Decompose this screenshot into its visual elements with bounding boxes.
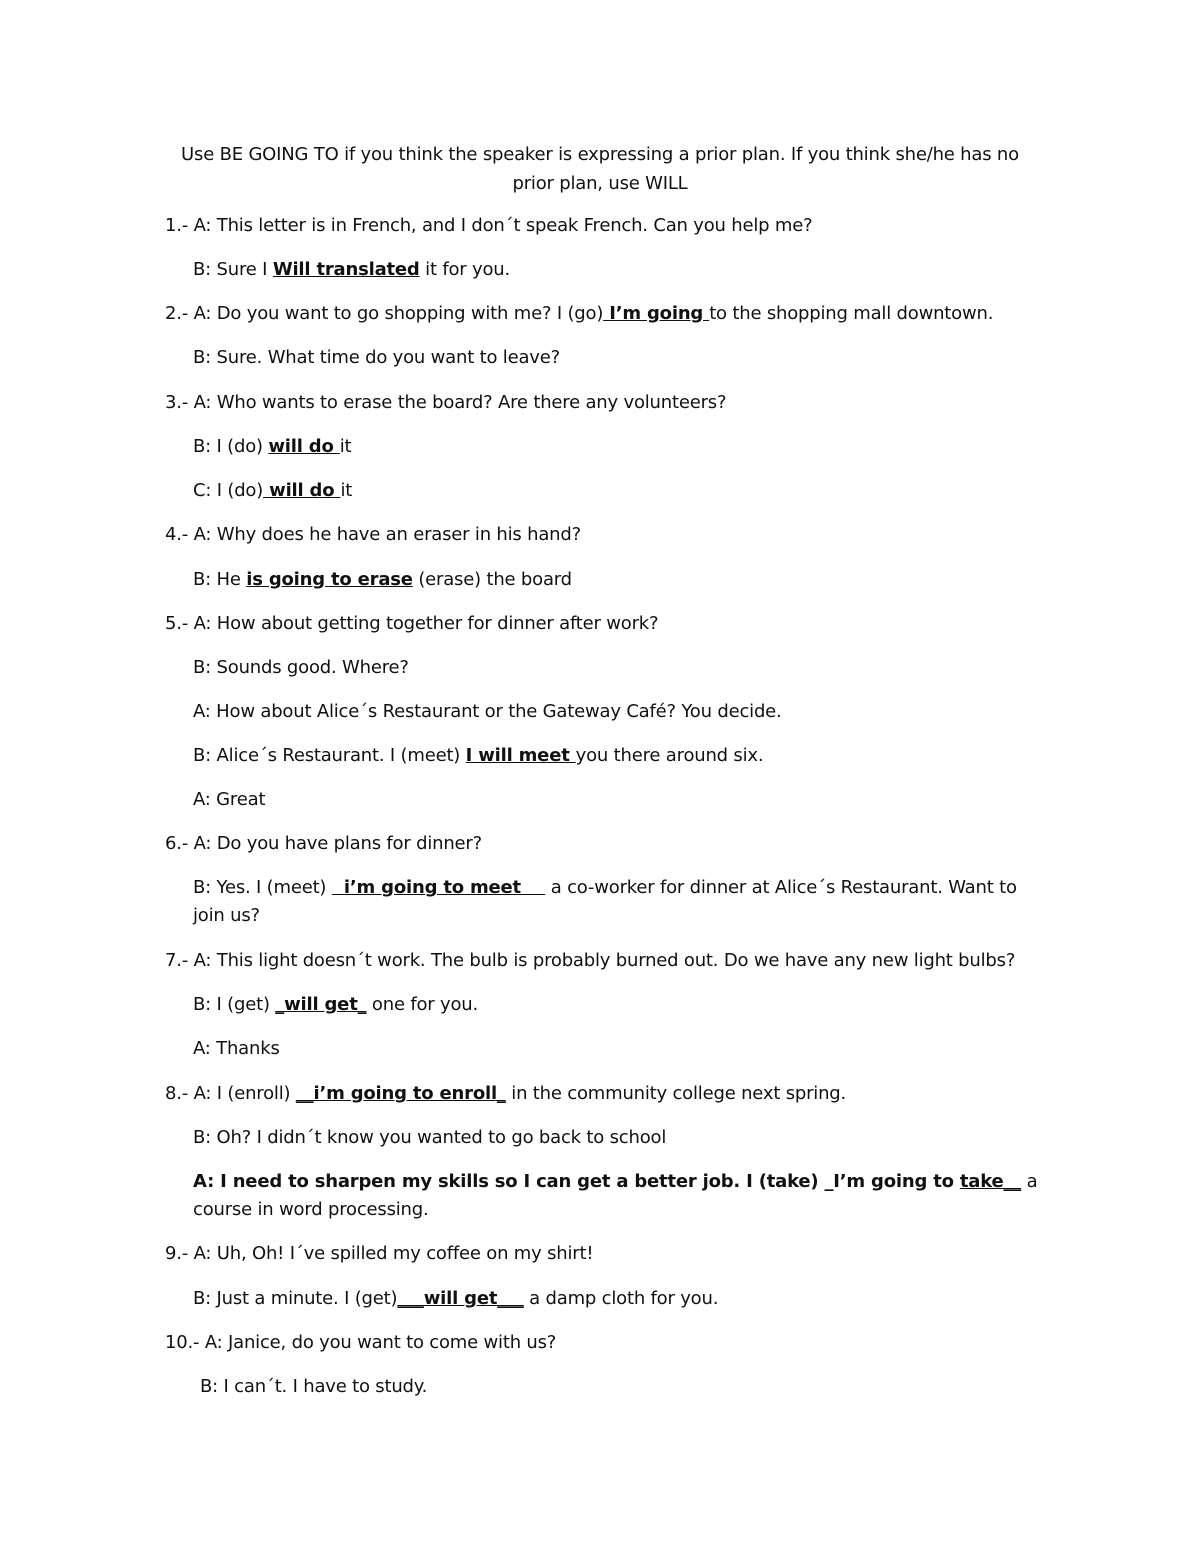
q10-b xyxy=(165,1373,1080,1401)
text: 6.- A: Do you have plans for dinner? xyxy=(165,833,482,854)
q9-b xyxy=(165,1285,1073,1313)
text: B: Sounds good. Where? xyxy=(193,657,409,678)
q5-b2 xyxy=(165,742,1073,770)
q2-b xyxy=(165,344,1073,372)
text: 5.- A: How about getting together for dinner after work? xyxy=(165,613,659,634)
text: A: How about Alice´s Restaurant or the Gateway Café? You decide. xyxy=(193,701,782,722)
text: 2.- A: Do you want to go shopping with me? I (go) xyxy=(165,303,604,324)
text: 1.- A: This letter is in French, and I don´t speak French. Can you help me? xyxy=(165,215,813,236)
text: C: I (do) xyxy=(193,480,264,501)
q9-a xyxy=(165,1240,1045,1268)
text: B: I (do) xyxy=(193,436,269,457)
text: B: I (get) xyxy=(193,994,276,1015)
q5-a3 xyxy=(165,786,1073,814)
answer: will do xyxy=(268,436,340,457)
q6-a xyxy=(165,830,1045,858)
q3-a xyxy=(165,389,1045,417)
q1-b xyxy=(165,256,1073,284)
text: a damp cloth for you. xyxy=(523,1288,719,1309)
text: B: Alice´s Restaurant. I (meet) xyxy=(193,745,466,766)
q5-a2 xyxy=(165,698,1073,726)
q4-a xyxy=(165,521,1045,549)
q2-a xyxy=(165,300,1045,328)
answer: I’m going xyxy=(603,303,710,324)
text: 7.- A: This light doesn´t work. The bulb is probably burned out. Do we have any new light bulbs? xyxy=(165,950,1016,971)
answer: _will get_ xyxy=(275,994,367,1015)
q7-a xyxy=(165,947,1045,975)
answer: will do xyxy=(263,480,341,501)
text: 3.- A: Who wants to erase the board? Are there any volunteers? xyxy=(165,392,727,413)
q8-a2 xyxy=(165,1168,1053,1224)
text: A: Thanks xyxy=(193,1038,280,1059)
q10-a xyxy=(165,1329,1045,1357)
text: it xyxy=(339,436,352,457)
q3-c xyxy=(165,477,1073,505)
answer: Will translated xyxy=(272,259,420,280)
answer: i’m going to meet xyxy=(331,877,546,898)
text: you there around six. xyxy=(575,745,764,766)
text: B: I can´t. I have to study. xyxy=(200,1376,428,1397)
q7-a2 xyxy=(165,1035,1073,1063)
q4-b xyxy=(165,566,1073,594)
text: in the community college next spring. xyxy=(505,1083,847,1104)
text: a co-worker for dinner at Alice´s Restaurant. Want to join us? xyxy=(193,877,1017,926)
text: B: Yes. I (meet) xyxy=(193,877,332,898)
q8-b xyxy=(165,1124,1073,1152)
text: a course in word processing. xyxy=(193,1171,1038,1220)
text: B: Sure I xyxy=(193,259,273,280)
answer: ___will get___ xyxy=(397,1288,524,1309)
text: B: Oh? I didn´t know you wanted to go back to school xyxy=(193,1127,667,1148)
q7-b xyxy=(165,991,1073,1019)
text: (erase) the board xyxy=(412,569,572,590)
text: it for you. xyxy=(419,259,510,280)
text: A: Great xyxy=(193,789,266,810)
text: one for you. xyxy=(366,994,479,1015)
q3-b xyxy=(165,433,1073,461)
text: 4.- A: Why does he have an eraser in his hand? xyxy=(165,524,581,545)
answer: __i’m going to enroll_ xyxy=(295,1083,506,1104)
text: B: Sure. What time do you want to leave? xyxy=(193,347,560,368)
text: 10.- A: Janice, do you want to come with us? xyxy=(165,1332,557,1353)
answer: I will meet xyxy=(465,745,576,766)
instructions-title: Use BE GOING TO if you think the speaker is expressing a prior plan. If you think she/he has no prior plan, use WILL xyxy=(181,144,1019,194)
text: B: He xyxy=(193,569,247,590)
text: B: Just a minute. I (get) xyxy=(193,1288,398,1309)
q1-a xyxy=(165,212,1045,240)
text: to the shopping mall downtown. xyxy=(709,303,994,324)
text: it xyxy=(340,480,353,501)
text: A: I need to sharpen my skills so I can get a better job. I (take) _I’m going to xyxy=(193,1171,960,1192)
q5-b xyxy=(165,654,1073,682)
q8-a xyxy=(165,1080,1045,1108)
answer: take__ xyxy=(959,1171,1022,1192)
q6-b xyxy=(165,874,1053,930)
text: 9.- A: Uh, Oh! I´ve spilled my coffee on my shirt! xyxy=(165,1243,594,1264)
text: 8.- A: I (enroll) xyxy=(165,1083,296,1104)
q5-a xyxy=(165,610,1045,638)
answer: is going to erase xyxy=(246,569,413,590)
